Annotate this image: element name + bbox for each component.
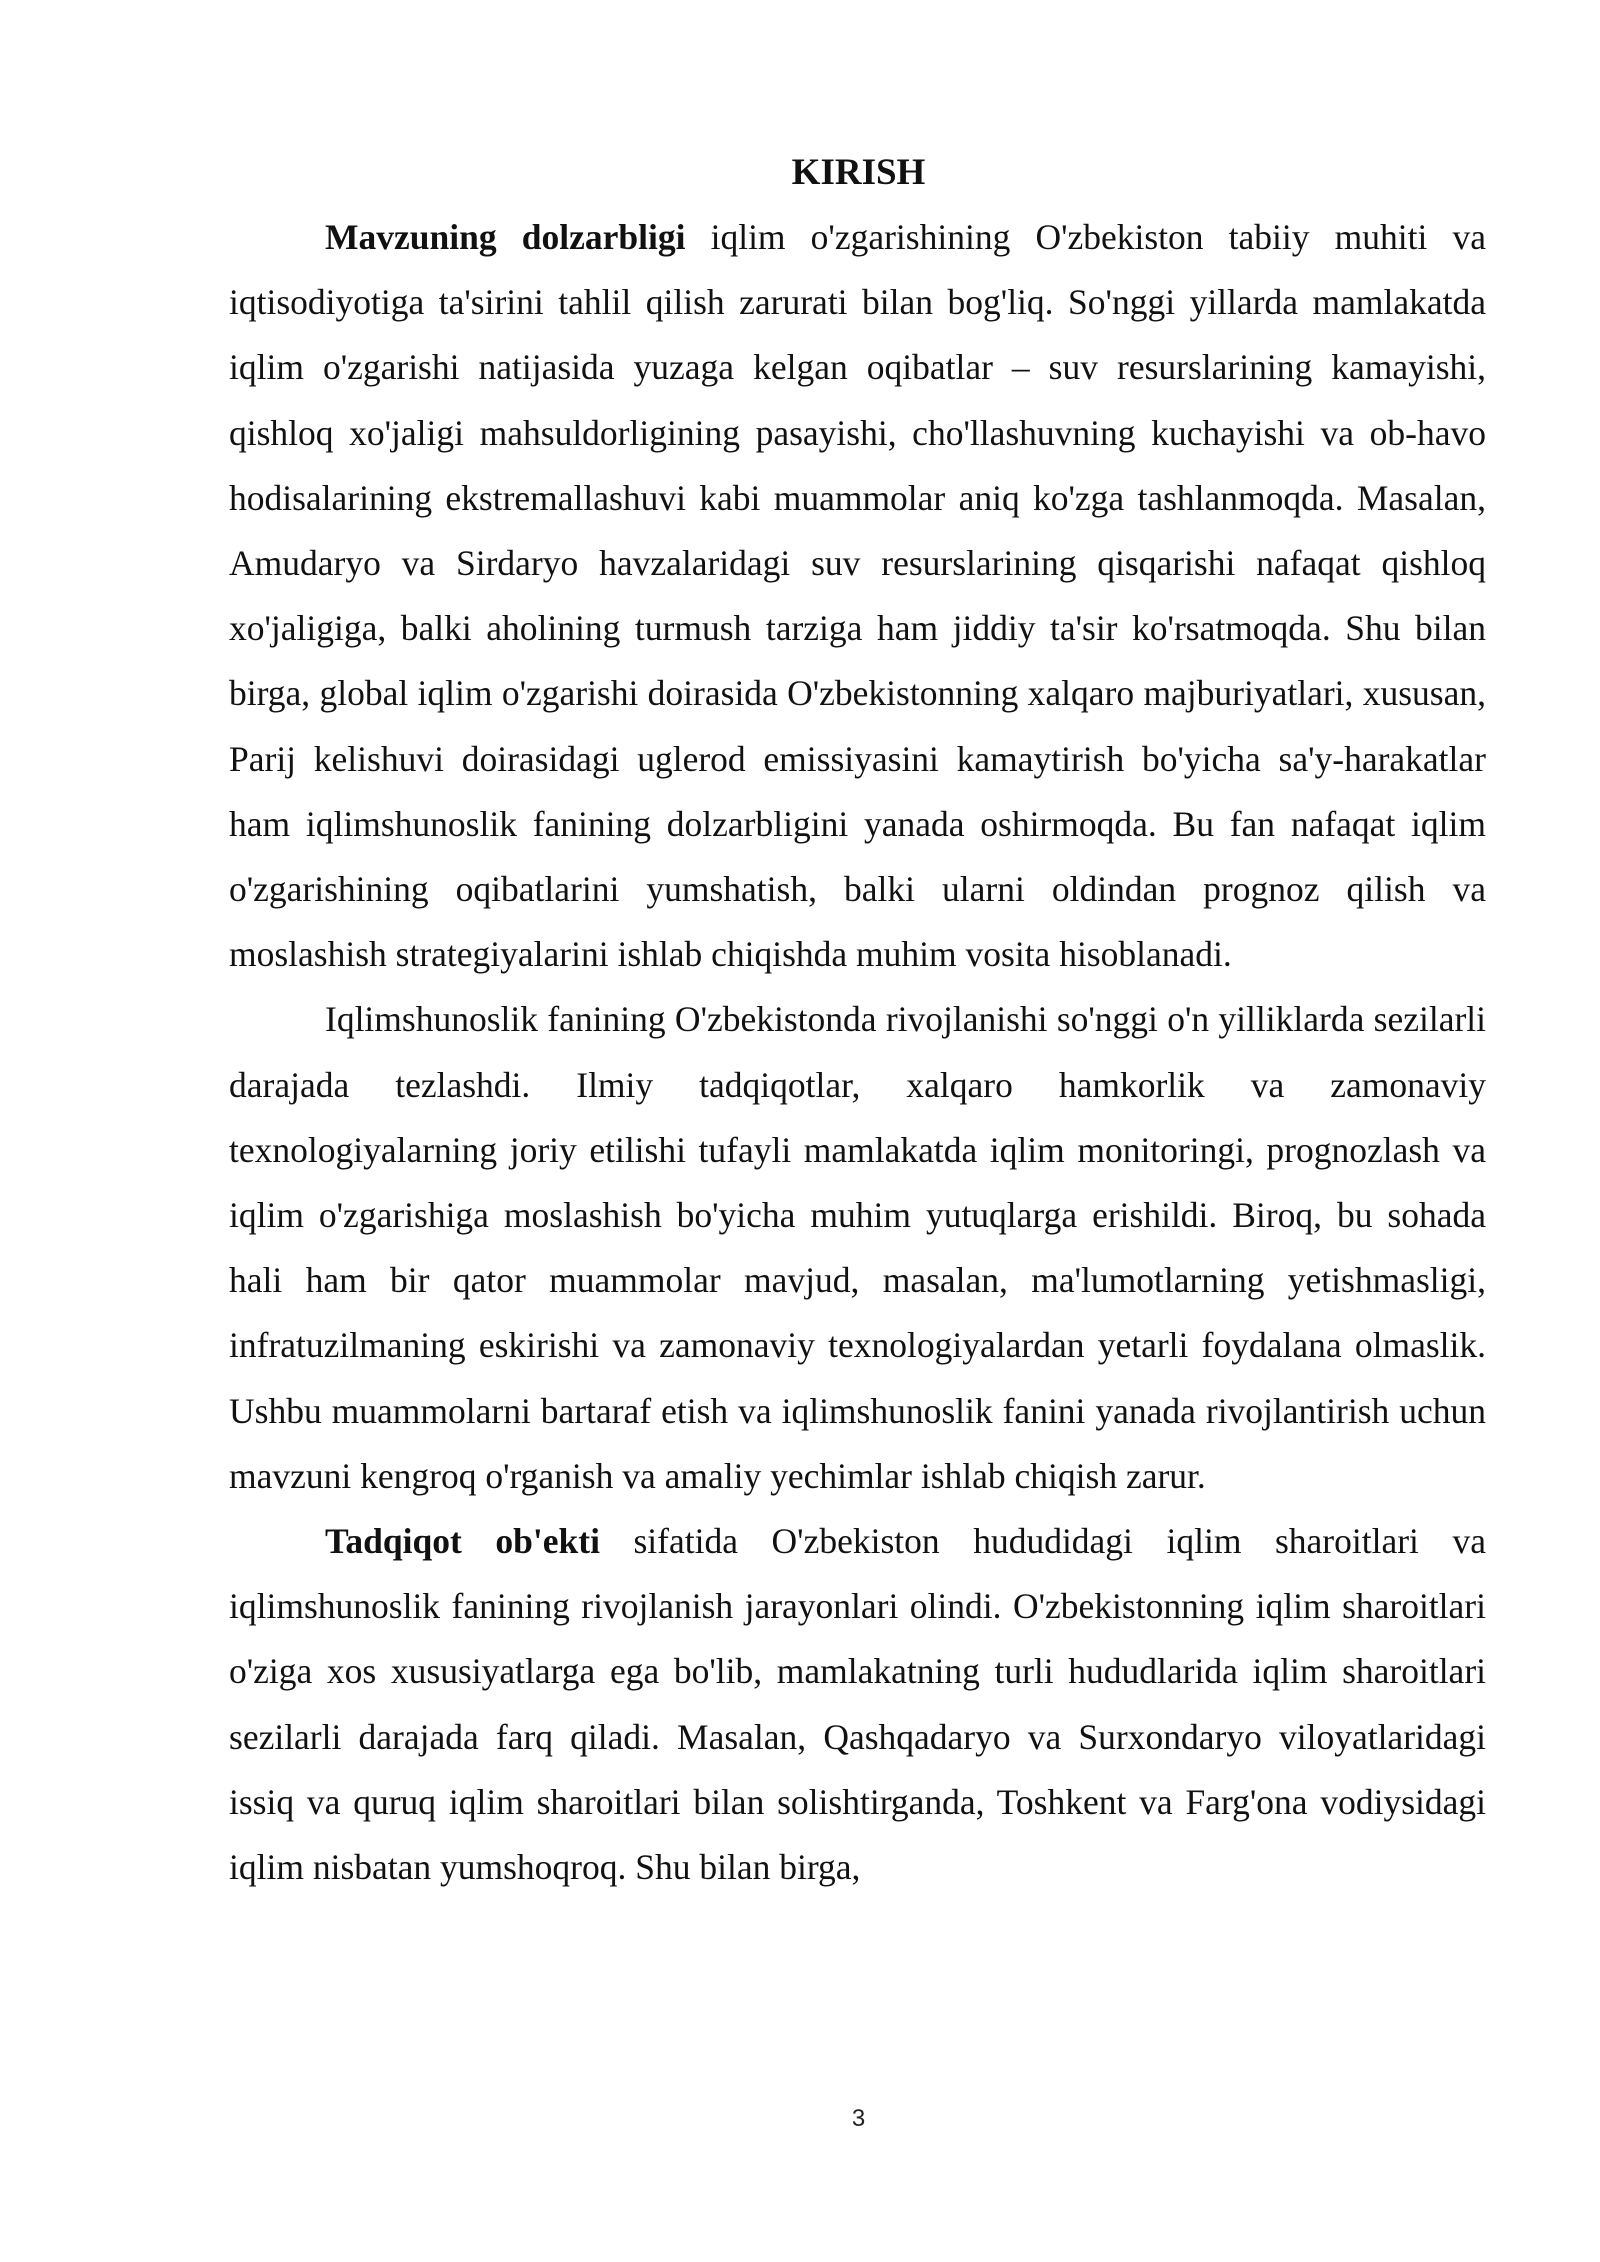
paragraph-text-development: Iqlimshunoslik fanining O'zbekistonda rivojlanishi so'nggi o'n yilliklarda sezilarli darajada tezlashdi. Ilmiy tadqiqotlar, xalqaro hamkorlik va zamonaviy texnologiyalarning joriy etilishi tufayli mamlakatda iqlim monitoringi, prognozlash va iqlim o'zgarishiga moslashish bo'yicha muhim yutuqlarga erishildi. Biroq, bu sohada hali ham bir qator muammolar mavjud, masalan, ma'lumotlarning yetishmasligi, infratuzilmaning eskirishi va zamonaviy texnologiyalardan yetarli foydalana olmaslik. Ushbu muammolarni bartaraf etish va iqlimshunoslik fanini yanada rivojlantirish uchun mavzuni kengroq o'rganish va amaliy yechimlar ishlab chiqish zarur. — [229, 999, 1486, 1496]
page-body — [229, 140, 1486, 1900]
paragraph-development — [229, 987, 1486, 1509]
paragraph-text-relevance: iqlim o'zgarishining O'zbekiston tabiiy muhiti va iqtisodiyotiga ta'sirini tahlil qilish zarurati bilan bog'liq. So'nggi yillarda mamlakatda iqlim o'zgarishi natijasida yuzaga kelgan oqibatlar – suv resurslarining kamayishi, qishloq xo'jaligi mahsuldorligining pasayishi, cho'llashuvning kuchayishi va ob-havo hodisalarining ekstremallashuvi kabi muammolar aniq ko'zga tashlanmoqda. Masalan, Amudaryo va Sirdaryo havzalaridagi suv resurslarining qisqarishi nafaqat qishloq xo'jaligiga, balki aholining turmush tarziga ham jiddiy ta'sir ko'rsatmoqda. Shu bilan birga, global iqlim o'zgarishi doirasida O'zbekistonning xalqaro majburiyatlari, xususan, Parij kelishuvi doirasidagi uglerod emissiyasini kamaytirish bo'yicha sa'y-harakatlar ham iqlimshunoslik fanining dolzarbligini yanada oshirmoqda. Bu fan nafaqat iqlim o'zgarishining oqibatlarini yumshatish, balki ularni oldindan prognoz qilish va moslashish strategiyalarini ishlab chiqishda muhim vosita hisoblanadi. — [229, 217, 1486, 975]
page-number: 3 — [851, 2105, 866, 2132]
paragraph-research-object — [229, 1509, 1486, 1900]
section-title: KIRISH — [791, 152, 926, 193]
paragraph-relevance — [229, 205, 1486, 987]
paragraph-text-research-object: sifatida O'zbekiston hududidagi iqlim sharoitlari va iqlimshunoslik fanining rivojlanish jarayonlari olindi. O'zbekistonning iqlim sharoitlari o'ziga xos xususiyatlarga ega bo'lib, mamlakatning turli hududlarida iqlim sharoitlari sezilarli darajada farq qiladi. Masalan, Qashqadaryo va Surxondaryo viloyatlaridagi issiq va quruq iqlim sharoitlari bilan solishtirganda, Toshkent va Farg'ona vodiysidagi iqlim nisbatan yumshoqroq. Shu bilan birga, — [229, 1521, 1486, 1888]
paragraph-lead-relevance: Mavzuning dolzarbligi — [325, 217, 686, 257]
paragraph-lead-research-object: Tadqiqot ob'ekti — [325, 1521, 600, 1562]
